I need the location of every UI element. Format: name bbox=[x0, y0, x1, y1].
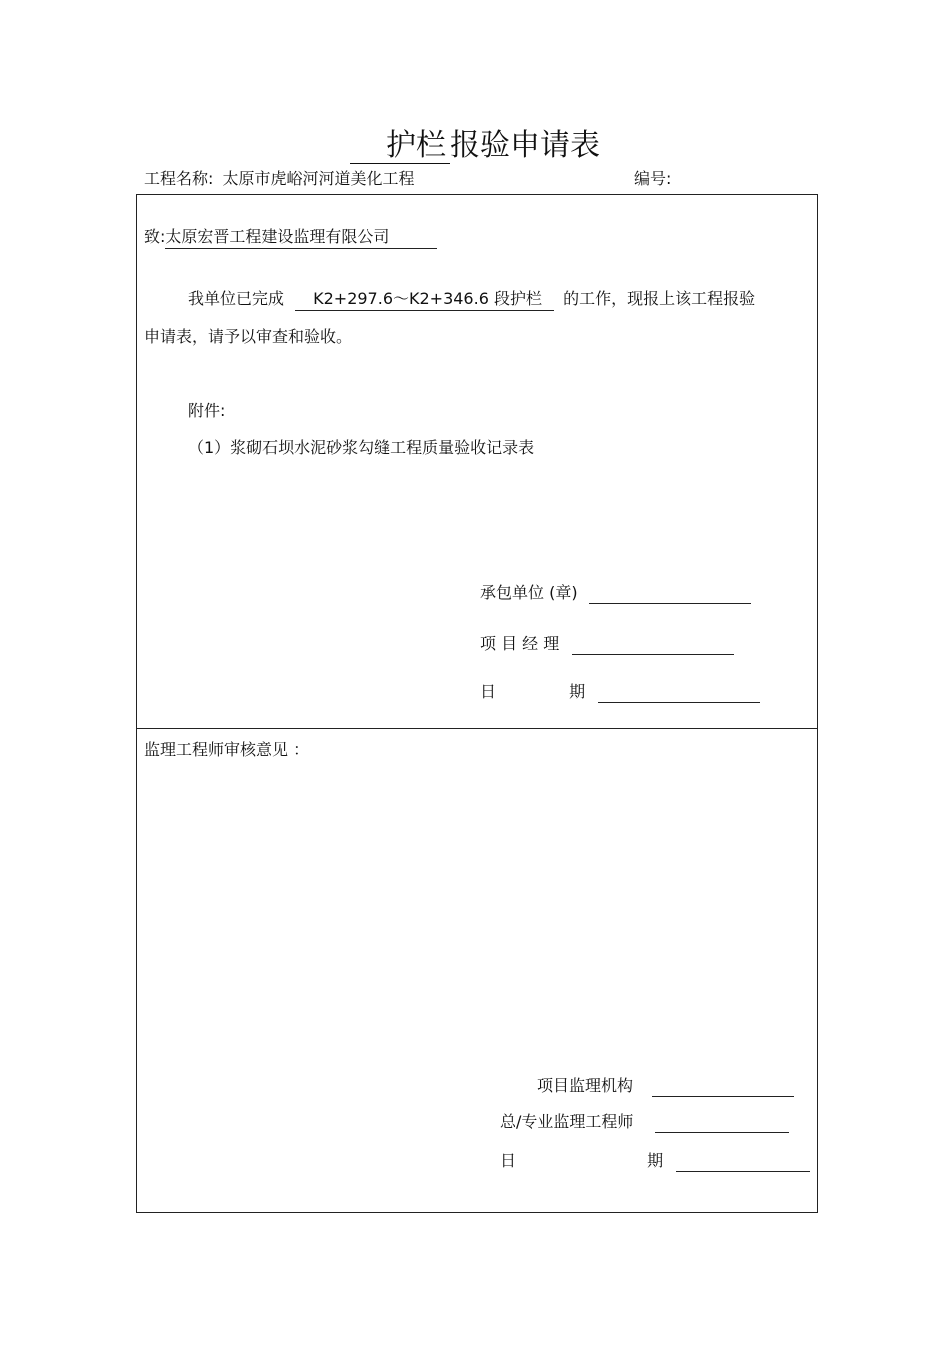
attachment-item-1: （1）浆砌石坝水泥砂浆勾缝工程质量验收记录表 bbox=[188, 438, 535, 457]
title-suffix: 报验申请表 bbox=[450, 128, 600, 163]
contractor-sign-row bbox=[480, 582, 751, 604]
body-line-1 bbox=[188, 288, 755, 311]
application-date-line bbox=[598, 686, 760, 703]
form-title bbox=[0, 126, 950, 166]
addressee-label: 致: bbox=[144, 227, 166, 246]
review-date-label-second: 期 bbox=[647, 1151, 664, 1170]
project-name-row bbox=[144, 168, 415, 190]
completed-work-item: K2+297.6～K2+346.6 段护栏 bbox=[295, 288, 554, 311]
addressee-company: 太原宏晋工程建设监理有限公司 bbox=[165, 226, 437, 249]
body-prefix: 我单位已完成 bbox=[188, 289, 285, 308]
review-date-label-first: 日 bbox=[500, 1151, 517, 1170]
review-date-line bbox=[676, 1155, 810, 1172]
section-divider bbox=[136, 728, 818, 729]
attachments-label: 附件: bbox=[188, 401, 226, 420]
body-suffix: 的工作，现报上该工程报验 bbox=[563, 289, 756, 308]
supervising-engineer-label: 总/专业监理工程师 bbox=[500, 1112, 634, 1131]
date-label-first: 日 bbox=[480, 682, 497, 701]
manager-signature-line bbox=[572, 638, 734, 655]
supervision-org-line bbox=[652, 1080, 794, 1097]
review-opinion-label: 监理工程师审核意见 ： bbox=[144, 740, 310, 759]
date-label-second: 期 bbox=[569, 682, 586, 701]
contractor-label: 承包单位 (章) bbox=[480, 583, 578, 602]
review-date-row bbox=[500, 1150, 810, 1172]
manager-sign-row bbox=[480, 633, 734, 655]
supervising-engineer-line bbox=[655, 1116, 789, 1133]
manager-label: 项 目 经 理 bbox=[480, 634, 560, 653]
form-number-label: 编号: bbox=[634, 169, 672, 188]
supervision-org-row bbox=[537, 1075, 794, 1097]
contractor-signature-line bbox=[589, 587, 751, 604]
project-name-label: 工程名称: bbox=[144, 169, 214, 188]
supervising-engineer-row bbox=[500, 1111, 789, 1133]
project-name-value: 太原市虎峪河河道美化工程 bbox=[222, 169, 415, 188]
supervision-org-label: 项目监理机构 bbox=[537, 1076, 634, 1095]
application-date-row bbox=[480, 681, 760, 703]
title-filled-item: 护栏 bbox=[350, 129, 450, 164]
addressee-row bbox=[144, 226, 437, 249]
body-line-2: 申请表，请予以审查和验收。 bbox=[144, 327, 353, 346]
